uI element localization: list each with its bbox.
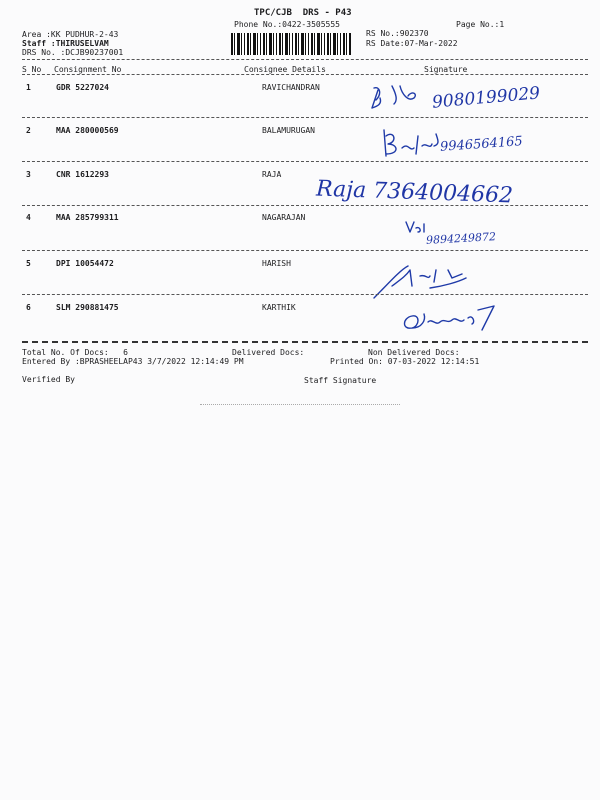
row-sno: 5: [26, 259, 31, 268]
divider: [22, 117, 588, 118]
row-consignee: NAGARAJAN: [262, 213, 306, 222]
row-consignee: HARISH: [262, 259, 291, 268]
staff-signature-label: Staff Signature: [304, 376, 377, 385]
divider: [22, 74, 588, 75]
divider: [22, 161, 588, 162]
row-consignee: RAVICHANDRAN: [262, 83, 320, 92]
scan-mark: [200, 404, 400, 407]
handwritten-phone: 9894249872: [425, 230, 497, 247]
handwritten-signature: [368, 80, 438, 118]
row-sno: 2: [26, 126, 31, 135]
non-delivered-docs: Non Delivered Docs:: [368, 348, 460, 357]
barcode: [231, 33, 351, 55]
handwritten-signature: [370, 256, 490, 306]
row-consignment: DPI 10054472: [56, 259, 114, 268]
row-consignment: SLM 290881475: [56, 303, 119, 312]
printed-on: Printed On: 07-03-2022 12:14:51: [330, 357, 480, 366]
rs-date: RS Date:07-Mar-2022: [366, 39, 458, 48]
handwritten-phone: 9080199029: [431, 83, 541, 113]
divider: [22, 250, 588, 251]
row-consignee: RAJA: [262, 170, 282, 179]
divider: [22, 59, 588, 60]
column-header-consignment: Consignment No: [54, 65, 122, 74]
divider: [22, 341, 588, 343]
row-consignee: BALAMURUGAN: [262, 126, 315, 135]
row-consignment: MAA 280000569: [56, 126, 119, 135]
column-header-sno: S No: [22, 65, 42, 74]
rs-number: RS No.:902370: [366, 29, 429, 38]
column-header-consignee: Consignee Details: [244, 65, 326, 74]
verified-by: Verified By: [22, 375, 75, 384]
row-consignment: MAA 285799311: [56, 213, 119, 222]
staff-label: Staff :THIRUSELVAM: [22, 39, 109, 48]
row-sno: 4: [26, 213, 31, 222]
delivered-docs: Delivered Docs:: [232, 348, 305, 357]
handwritten-signature: [398, 300, 508, 340]
handwritten-signature: Raja 7364004662: [315, 176, 514, 209]
row-sno: 3: [26, 170, 31, 179]
area-label: Area :KK PUDHUR-2-43: [22, 30, 119, 39]
column-header-signature: Signature: [424, 65, 468, 74]
page-number: Page No.:1: [456, 20, 505, 29]
row-sno: 1: [26, 83, 31, 92]
total-docs: Total No. Of Docs: 6: [22, 348, 128, 357]
document-title: TPC/CJB DRS - P43: [254, 8, 352, 18]
entered-by: Entered By :BPRASHEELAP43 3/7/2022 12:14:49 PM: [22, 357, 244, 366]
row-consignee: KARTHIK: [262, 303, 296, 312]
row-consignment: GDR 5227024: [56, 83, 109, 92]
row-consignment: CNR 1612293: [56, 170, 109, 179]
divider: [22, 205, 588, 206]
drs-number: DRS No. :DCJB90237001: [22, 48, 124, 57]
phone-number: Phone No.:0422-3505555: [234, 20, 340, 29]
divider: [22, 294, 588, 295]
handwritten-phone: 9946564165: [439, 134, 524, 155]
row-sno: 6: [26, 303, 31, 312]
